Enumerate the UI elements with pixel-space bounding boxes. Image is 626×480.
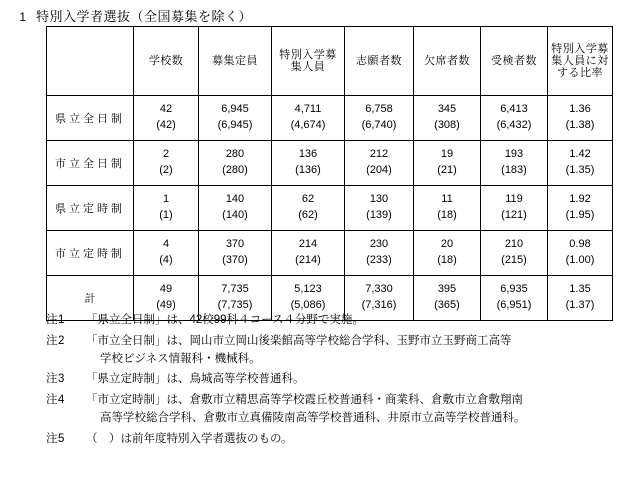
- footnote-label: 注2: [46, 334, 65, 347]
- footnote-text: [86, 333, 616, 369]
- footnote-line-cont: 高等学校総合学科、倉敷市立真備陵南高等学校普通科、井原市立高等学校普通科。: [100, 412, 526, 425]
- footnote-item: [46, 431, 616, 449]
- footnote-text: [86, 392, 616, 428]
- cell-quota: 140 (140): [199, 186, 272, 231]
- table-row: [47, 231, 613, 276]
- cell-ratio: 1.36 (1.38): [548, 96, 613, 141]
- column-header-blank: [47, 27, 134, 96]
- selection-statistics-table: [46, 26, 613, 321]
- footnote-label: 注4: [46, 394, 65, 407]
- table-row: [47, 141, 613, 186]
- cell-absentees: 19 (21): [414, 141, 481, 186]
- footnote-label: 注1: [46, 314, 65, 326]
- cell-special-quota: 5,123 (5,086): [272, 276, 345, 321]
- cell-quota: 280 (280): [199, 141, 272, 186]
- cell-special-quota: 214 (214): [272, 231, 345, 276]
- cell-schools: 1 (1): [134, 186, 199, 231]
- column-header-quota: 募集定員: [199, 27, 272, 96]
- cell-absentees: 395 (365): [414, 276, 481, 321]
- cell-ratio: 0.98 (1.00): [548, 231, 613, 276]
- page-title: [0, 6, 626, 25]
- column-header-examinees: 受検者数: [481, 27, 548, 96]
- row-header: 市立全日制: [47, 141, 134, 186]
- footnote-line-cont: 学校ビジネス情報科・機械科。: [100, 352, 261, 365]
- cell-special-quota: 136 (136): [272, 141, 345, 186]
- footnotes: [46, 312, 616, 452]
- cell-schools: 4 (4): [134, 231, 199, 276]
- footnote-text: [86, 371, 616, 389]
- column-header-absentees: 欠席者数: [414, 27, 481, 96]
- row-header: 市立定時制: [47, 231, 134, 276]
- table-body: [47, 96, 613, 321]
- footnote-text: [86, 431, 616, 449]
- column-header-ratio: 特別入学募集人員に対する比率: [548, 27, 613, 96]
- footnote-label: 注5: [46, 432, 65, 445]
- cell-applicants: 6,758 (6,740): [345, 96, 414, 141]
- cell-schools: 42 (42): [134, 96, 199, 141]
- cell-absentees: 20 (18): [414, 231, 481, 276]
- cell-absentees: 345 (308): [414, 96, 481, 141]
- footnote-item: [46, 392, 616, 428]
- cell-examinees: 6,413 (6,432): [481, 96, 548, 141]
- table-row: [47, 96, 613, 141]
- cell-applicants: 230 (233): [345, 231, 414, 276]
- cell-ratio: 1.42 (1.35): [548, 141, 613, 186]
- cell-quota: 370 (370): [199, 231, 272, 276]
- footnote-item: [46, 371, 616, 389]
- cell-schools: 2 (2): [134, 141, 199, 186]
- row-header: 県立定時制: [47, 186, 134, 231]
- footnote-line: 「県立全日制」は、42校99科４コース４分野で実施。: [86, 314, 365, 326]
- column-header-special-quota: 特別入学募集人員: [272, 27, 345, 96]
- footnote-line: 「県立定時制」は、鳥城高等学校普通科。: [86, 373, 305, 386]
- cell-special-quota: 62 (62): [272, 186, 345, 231]
- row-header: 計: [47, 276, 134, 321]
- cell-schools: 49 (49): [134, 276, 199, 321]
- footnote-item: [46, 333, 616, 369]
- footnote-label: 注3: [46, 373, 65, 386]
- cell-ratio: 1.92 (1.95): [548, 186, 613, 231]
- cell-examinees: 6,935 (6,951): [481, 276, 548, 321]
- footnote-line: 「市立定時制」は、倉敷市立精思高等学校霞丘校普通科・商業科、倉敷市立倉敷翔南: [86, 394, 523, 407]
- cell-special-quota: 4,711 (4,674): [272, 96, 345, 141]
- heading-number: 1: [19, 10, 26, 24]
- footnote-line: （ ）は前年度特別入学者選抜のもの。: [86, 432, 293, 445]
- cell-applicants: 212 (204): [345, 141, 414, 186]
- cell-examinees: 210 (215): [481, 231, 548, 276]
- cell-quota: 7,735 (7,735): [199, 276, 272, 321]
- table-header-row: [47, 27, 613, 96]
- cell-applicants: 7,330 (7,316): [345, 276, 414, 321]
- footnote-item: [46, 312, 616, 330]
- footnote-text: [86, 312, 616, 330]
- row-header: 県立全日制: [47, 96, 134, 141]
- cell-examinees: 193 (183): [481, 141, 548, 186]
- cell-examinees: 119 (121): [481, 186, 548, 231]
- table-row: [47, 186, 613, 231]
- column-header-schools: 学校数: [134, 27, 199, 96]
- cell-applicants: 130 (139): [345, 186, 414, 231]
- column-header-applicants: 志願者数: [345, 27, 414, 96]
- cell-ratio: 1.35 (1.37): [548, 276, 613, 321]
- cell-quota: 6,945 (6,945): [199, 96, 272, 141]
- footnote-line: 「市立全日制」は、岡山市立岡山後楽館高等学校総合学科、玉野市立玉野商工高等: [86, 334, 512, 347]
- heading-text: 特別入学者選抜（全国募集を除く）: [36, 9, 253, 24]
- cell-absentees: 11 (18): [414, 186, 481, 231]
